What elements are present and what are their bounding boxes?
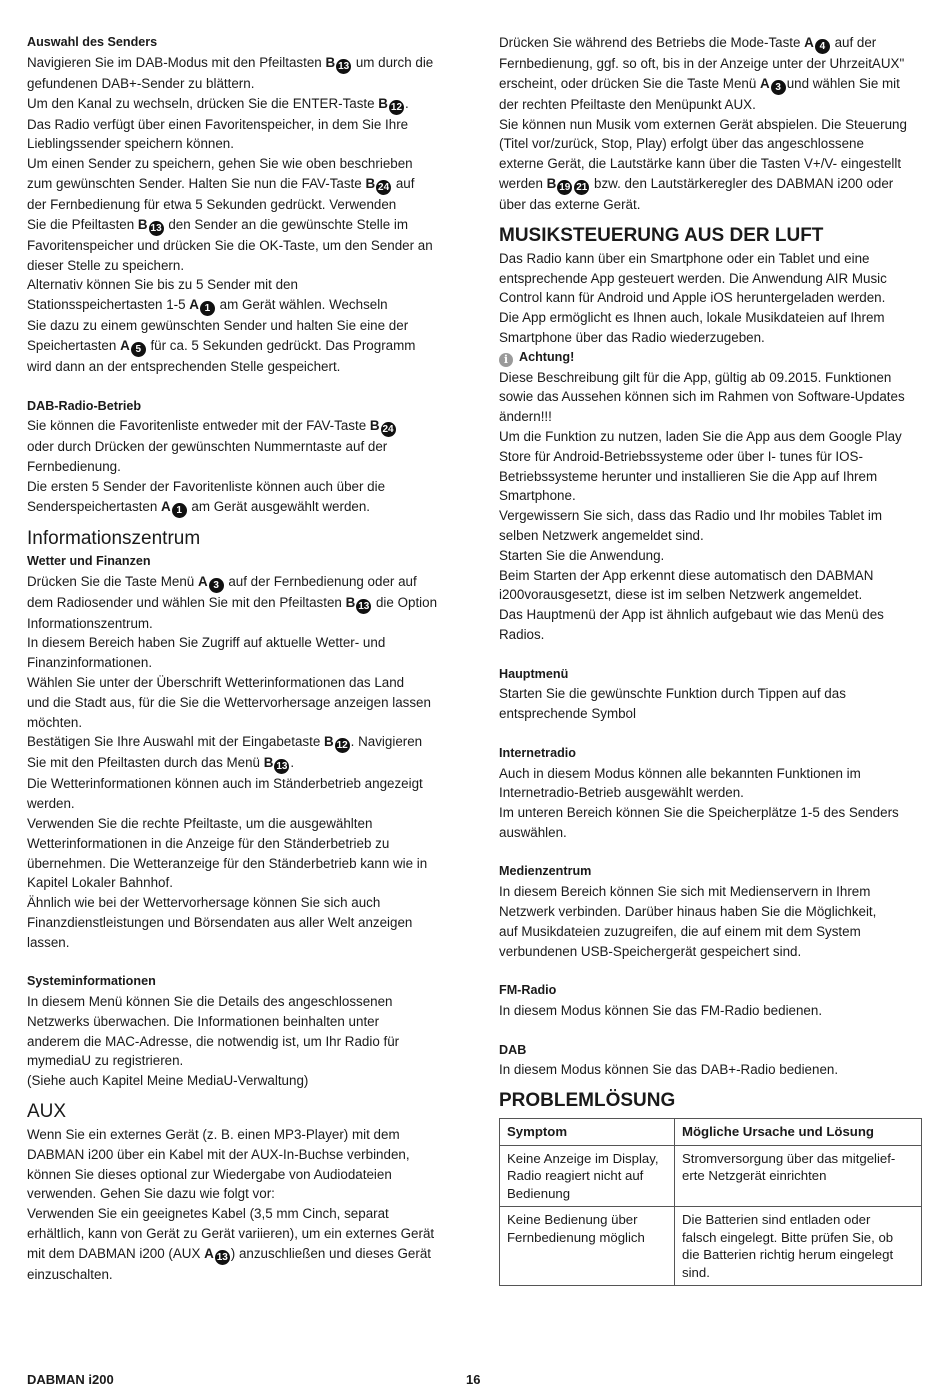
text-line: entsprechende Symbol (499, 706, 636, 722)
key-badge: 13 (276, 761, 288, 773)
text-line: Navigieren Sie im DAB-Modus mit den Pfeiltasten B 13 um durch die (27, 54, 434, 72)
text-line: In diesem Bereich können Sie sich mit Medienservern in Ihrem (499, 884, 871, 900)
text-line: Vergewissern Sie sich, dass das Radio und Ihr mobiles Tablet im (499, 508, 883, 524)
text-line: Control kann für Android und Apple iOS heruntergeladen werden. (499, 290, 886, 306)
column-header-ursache: Mögliche Ursache und Lösung (675, 1119, 922, 1146)
text-line: anderem die MAC-Adresse, die notwendig ist, um Ihr Radio für (27, 1033, 400, 1049)
text-line: sowie das Aussehen können sich im Rahmen von Software-Updates (499, 389, 905, 405)
text-line: Fernbedienung. (27, 459, 121, 475)
text-line: Favoritenspeicher und drücken Sie die OK-Taste, um den Sender an (27, 237, 433, 253)
table-row (500, 1145, 922, 1207)
text-line: Internetradio-Betrieb ausgewählt werden. (499, 785, 744, 801)
text-line: Radios. (499, 626, 545, 642)
text-line: lassen. (27, 934, 70, 950)
text-line: Das Radio verfügt über einen Favoritenspeicher, in dem Sie Ihre (27, 116, 409, 132)
text-line: Store für Android-Betriebssysteme oder über I- tunes für IOS- (499, 448, 863, 464)
text-line: übernehmen. Die Wetteranzeige für den Ständerbetrieb kann wie in (27, 855, 428, 871)
text-line: erhältlich, kann von Gerät zu Gerät variieren), um ein externes Gerät (27, 1226, 435, 1242)
page-number: 16 (466, 1372, 481, 1387)
key-badge: 19 (559, 181, 571, 193)
text-line: (Titel vor/zurück, Stop, Play) erfolgt über das angeschlossene (499, 136, 864, 152)
text-line: Betriebssysteme herunter und installieren Sie die App auf Ihrem (499, 468, 878, 484)
subheading-wetter: Wetter und Finanzen (27, 553, 151, 568)
text-line: Lieblingssender speichern können. (27, 136, 234, 152)
text-line: entsprechende App gesteuert werden. Die Anwendung AIR Music (499, 270, 887, 286)
text-line: Ähnlich wie bei der Wettervorhersage können Sie sich auch (27, 895, 381, 911)
text-line: möchten. (27, 714, 83, 730)
key-badge: 4 (815, 39, 830, 54)
text-line: Senderspeichertasten A 1 am Gerät ausgewählt werden. (27, 498, 371, 516)
text-line: über das externe Gerät. (499, 196, 641, 212)
text-line: Die Wetterinformationen können auch im Ständerbetrieb angezeigt (27, 776, 423, 792)
text-line: externe Gerät, die Lautstärke kann über die Tasten V+/V- eingestellt (499, 156, 902, 172)
text-line: Diese Beschreibung gilt für die App, gültig ab 09.2015. Funktionen (499, 369, 892, 385)
text-line: Sie mit den Pfeiltasten durch das Menü B 13 . (27, 755, 295, 773)
text-line: Netzwerks überwachen. Die Informationen beinhalten unter (27, 1013, 380, 1029)
text-line: Kapitel Lokaler Bahnhof. (27, 875, 173, 891)
section-heading-problemloesung: PROBLEMLÖSUNG (499, 1090, 676, 1112)
text-line: Finanzinformationen. (27, 655, 153, 671)
text-line: dem Radiosender und wählen Sie mit den Pfeiltasten B 13 die Option (27, 594, 438, 612)
table-cell: Die Batterien sind entladen oder falsch eingelegt. Bitte prüfen Sie, ob die Batterien richtig herum eingelegt sind. (675, 1207, 922, 1286)
text-line: zum gewünschten Sender. Halten Sie nun die FAV-Taste B 24 auf (27, 175, 415, 193)
key-badge: 21 (576, 181, 588, 193)
key-badge: 5 (131, 342, 146, 357)
left-column (27, 33, 452, 1285)
text-line: können Sie dieses optional zur Wiedergabe von Audiodateien (27, 1166, 392, 1182)
text-line: Verwenden Sie ein geeignetes Kabel (3,5 mm Cinch, separat (27, 1206, 389, 1222)
key-badge: 13 (150, 222, 162, 234)
text-line: Alternativ können Sie bis zu 5 Sender mit den (27, 277, 298, 293)
text-line: Wählen Sie unter der Überschrift Wetterinformationen das Land (27, 674, 405, 690)
table-cell: Keine Anzeige im Display, Radio reagiert nicht auf Bedienung (500, 1145, 675, 1207)
table-row (500, 1207, 922, 1286)
warning-label: i Achtung! (499, 348, 923, 368)
text-line: werden. (27, 796, 75, 812)
text-line: Sie können nun Musik vom externen Gerät abspielen. Die Steuerung (499, 116, 907, 132)
text-line: In diesem Modus können Sie das DAB+-Radio bedienen. (499, 1062, 839, 1078)
text-line: verwenden. Gehen Sie dazu wie folgt vor: (27, 1186, 275, 1202)
text-line: Starten Sie die Anwendung. (499, 547, 665, 563)
text-line: ändern!!! (499, 409, 552, 425)
text-line: auf Musikdateien zuzugreifen, die auf einem mit dem System (499, 923, 861, 939)
key-badge: 1 (200, 301, 215, 316)
text-line: selben Netzwerk angemeldet sind. (499, 527, 704, 543)
key-badge: 13 (358, 600, 370, 612)
key-badge: 12 (390, 101, 403, 113)
text-line: Beim Starten der App erkennt diese automatisch den DABMAN (499, 567, 874, 583)
text-line: Stationsspeichertasten 1-5 A 1 am Gerät wählen. Wechseln (27, 297, 388, 315)
text-line: gefundenen DAB+-Sender zu blättern. (27, 75, 255, 91)
text-line: Um die Funktion zu nutzen, laden Sie die App aus dem Google Play (499, 428, 902, 444)
text-line: Drücken Sie die Taste Menü A 3 auf der Fernbedienung oder auf (27, 573, 417, 591)
text-line: Smartphone. (499, 488, 576, 504)
section-heading-musiksteuerung: MUSIKSTEUERUNG AUS DER LUFT (499, 224, 824, 246)
text-line: dieser Stelle zu speichern. (27, 257, 185, 273)
text-line: einzuschalten. (27, 1266, 113, 1282)
text-line: der rechten Pfeiltaste den Menüpunkt AUX. (499, 96, 756, 112)
text-line: Informationszentrum. (27, 615, 153, 631)
section-heading-informationszentrum: Informationszentrum (27, 527, 201, 549)
text-line: oder durch Drücken der gewünschten Nummerntaste auf der (27, 439, 388, 455)
text-line: Auch in diesem Modus können alle bekannten Funktionen im (499, 765, 861, 781)
text-line: werden B 19 21 bzw. den Lautstärkeregler des DABMAN i200 oder (499, 175, 894, 193)
text-line: mit dem DABMAN i200 (AUX A 13 ) anzuschließen und dieses Gerät (27, 1245, 432, 1263)
text-line: Drücken Sie während des Betriebs die Mode-Taste A 4 auf der (499, 35, 877, 52)
text-line: DABMAN i200 über ein Kabel mit der AUX-In-Buchse verbinden, (27, 1146, 410, 1162)
text-line: In diesem Menü können Sie die Details des angeschlossenen (27, 994, 393, 1010)
text-line: Wenn Sie ein externes Gerät (z. B. einen MP3-Player) mit dem (27, 1127, 400, 1143)
table-cell: Stromversorgung über das mitgelief- erte Netzgerät einrichten (675, 1145, 922, 1207)
key-badge: 3 (209, 578, 224, 593)
key-badge: 24 (378, 181, 390, 193)
key-badge: 24 (382, 424, 394, 436)
text-line: Die App ermöglicht es Ihnen auch, lokale Musikdateien auf Ihrem (499, 310, 885, 326)
text-line: Smartphone über das Radio wiederzugeben. (499, 329, 765, 345)
text-line: (Siehe auch Kapitel Meine MediaU-Verwaltung) (27, 1073, 309, 1089)
right-column (499, 33, 923, 1286)
text-line: Das Hauptmenü der App ist ähnlich aufgebaut wie das Menü des (499, 607, 884, 623)
section-heading-dab-betrieb: DAB-Radio-Betrieb (27, 398, 142, 413)
text-line: Starten Sie die gewünschte Funktion durch Tippen auf das (499, 686, 846, 702)
key-badge: 12 (336, 740, 348, 752)
text-line: Sie dazu zu einem gewünschten Sender und halten Sie eine der (27, 318, 409, 334)
subheading-medienzentrum: Medienzentrum (499, 864, 592, 879)
text-line: Finanzdienstleistungen und Börsendaten aus aller Welt anzeigen (27, 914, 413, 930)
footer-product-name: DABMAN i200 (27, 1372, 114, 1387)
key-badge: 1 (172, 503, 187, 518)
column-header-symptom: Symptom (500, 1119, 675, 1146)
text-line: Sie können die Favoritenliste entweder mit der FAV-Taste B 24 (27, 418, 394, 436)
text-line: erscheint, oder drücken Sie die Taste Menü A 3 und wählen Sie mit (499, 75, 900, 93)
text-line: der Fernbedienung für etwa 5 Sekunden gedrückt. Verwenden (27, 196, 397, 212)
section-heading-auswahl: Auswahl des Senders (27, 35, 158, 49)
key-badge: 13 (216, 1251, 228, 1263)
section-heading-aux: AUX (27, 1101, 67, 1123)
text-line: i200vorausgesetzt, diese ist im selben Netzwerk angemeldet. (499, 587, 863, 603)
text-line: und die Stadt aus, für die Sie die Wettervorhersage anzeigen lassen (27, 694, 431, 710)
subheading-fm-radio: FM-Radio (499, 983, 557, 998)
text-line: Bestätigen Sie Ihre Auswahl mit der Eingabetaste B 12 . Navigieren (27, 734, 423, 752)
text-line: Verwenden Sie die rechte Pfeiltaste, um die ausgewählten (27, 815, 373, 831)
text-line: Die ersten 5 Sender der Favoritenliste können auch über die (27, 478, 386, 494)
text-line: auswählen. (499, 824, 567, 840)
text-line: Fernbedienung, ggf. so oft, bis in der Anzeige unter der UhrzeitAUX" (499, 56, 905, 71)
key-badge: 13 (338, 60, 350, 72)
text-line: Speichertasten A 5 für ca. 5 Sekunden gedrückt. Das Programm (27, 337, 416, 355)
key-badge: 3 (771, 80, 786, 95)
subheading-dab: DAB (499, 1042, 527, 1057)
table-cell: Keine Bedienung über Fernbedienung möglich (500, 1207, 675, 1286)
text-line: In diesem Bereich haben Sie Zugriff auf aktuelle Wetter- und (27, 635, 386, 651)
text-line: verbundenen USB-Speichergerät gespeichert sind. (499, 943, 802, 959)
text-line: In diesem Modus können Sie das FM-Radio bedienen. (499, 1003, 823, 1019)
subheading-internetradio: Internetradio (499, 745, 576, 760)
text-line: wird dann an der entsprechenden Stelle gespeichert. (27, 358, 341, 374)
text-line: Um einen Sender zu speichern, gehen Sie wie oben beschrieben (27, 156, 413, 172)
text-line: Wetterinformationen in die Anzeige für den Ständerbetrieb zu (27, 835, 390, 851)
table-header-row (500, 1119, 922, 1146)
troubleshooting-table (499, 1118, 922, 1286)
text-line: Netzwerk verbinden. Darüber hinaus haben Sie die Möglichkeit, (499, 904, 877, 920)
info-icon: i (499, 353, 513, 367)
text-line: Im unteren Bereich können Sie die Speicherplätze 1-5 des Senders (499, 805, 899, 821)
text-line: Sie die Pfeiltasten B 13 den Sender an die gewünschte Stelle im (27, 216, 409, 234)
text-line: mymediaU zu registrieren. (27, 1053, 184, 1069)
subheading-hauptmenue: Hauptmenü (499, 666, 569, 681)
text-line: Um den Kanal zu wechseln, drücken Sie die ENTER-Taste B 12 . (27, 95, 409, 113)
text-line: Das Radio kann über ein Smartphone oder ein Tablet und eine (499, 250, 870, 266)
subheading-systeminformationen: Systeminformationen (27, 974, 156, 989)
